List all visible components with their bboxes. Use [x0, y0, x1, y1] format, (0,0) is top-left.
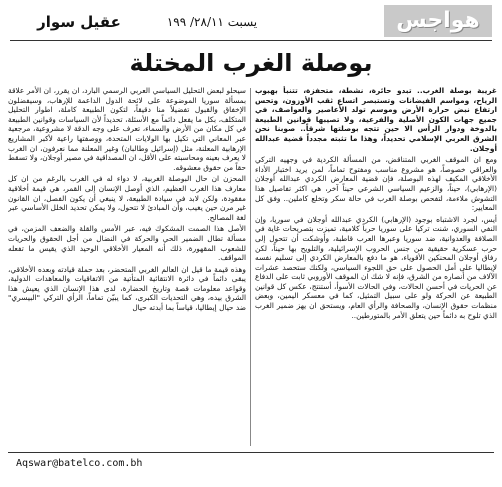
author-email[interactable]: Aqswar@batelco.com.bh: [16, 458, 143, 469]
article-headline: بوصلة الغرب المختلة: [129, 49, 373, 77]
article-column-right: [255, 86, 497, 448]
column-header: [4, 3, 498, 39]
publication-date: يسبت ٢٨/١١/ ١٩٩: [166, 15, 258, 29]
paragraph: وهذه قيمة ما قيل ان العالم الغربي المتحضر، بعد حملة قيادته وبعده الأخلاقي، يبقى دائماً في دائرة الانتقائية المتأتية من الاتفاقيات والمعاهدات الدولية، وقواعد معلومات قصة وتاريخ الحضارة، لدى هذا الإنسان الذي يعيش هذا الشرق بيده، وهي التحديات الكبرى، كما يبيّن تماماً، الرأي التركي "البيسري" ضد حيال إيطاليا، قياساً بما أبدته حيال: [8, 264, 246, 313]
paragraph: سيحلو لبعض التحليل السياسي العربي الرسمي البارد، ان يقرر، ان الأمر علاقة بمسألة سوريا الموضوعة على لائحة الدول الداعمة للإرهاب، وسيفضلون الإخفاق والقبول تفضيلاً منا دقيقاً، لتكون الطبيعة كاملة، اطوار التحليل المتكلف، بكل ما يفعل دائماً مع الأسئلة، تحديداً لأن السياسات وقوانين الطبيعة في كل مكان من الأرض والسماء، تعرف على وجه الدقة لا مشروعية، مرجعية عبر المعاني التي تكيل بها الولايات المتحدة، ووصفتها راعية لأكبر المشاريع الإرهابية المعلنة، مثل (إسرائيل وطالبان) وغير المعلنة مما نعرفون، ان الغرب لا يعرف بعينه ومحاسبته على الأقل، ان المصداقية في مصير أوجلان، ولا تسقط حقاً من حقوق معشوقه.: [8, 86, 246, 172]
paragraph: غريبة بوصلة الغرب.. تبدو حائرة، نشطة، متحفزة، تتنبأ بهبوب الرياح، ومواسم الفيضانات وتستبصر اتساع ثقب الأوزون، وتحس ارتفاع نبض حرارة الأرض وموسم تولد الأعاصير والعواصف، في جميع جهات الكون الأصلية والفرعية، ولا تصيبها قوانين الطبيعة بالدوخة ودوار الرأس الا حين تتجه بوصلتها شرقاً.. صوبنا نحن الشرق العربي الإسلامي تحديداً، وهذا ما تثبته مجدداً قضية عبدالله أوجلان.: [255, 86, 497, 153]
column-logo: هواجس: [384, 5, 492, 37]
paragraph: الأصل هذا الصمت المشكوك فيه، عبر الأمس والقلة والضعف المزمن، في مسألة تطال الضمير الحي والحركة في النضال من أجل الحقوق والحريات للشعوب المقهورة، ذلك أنه المعيار الأخلاقي الوحيد الذي يقيس ما تفعله المواقف.: [8, 224, 246, 263]
footer-divider: [8, 452, 494, 453]
paragraph: أيس، لجرد الاشتباه بوجود (الإرهابي) الكردي عبدالله أوجلان في سوريا، وإن النفي السوري، شنت تركيا على سوريا حرباً كلامية، تميزت بتصريحات غاية في الصلافة والعدوانية، ضد سوريا وعبرها العرب قاطبة، وأوشكت أن تتحول إلى حرب عسكرية حقيقية من جنس الحروب الإسرائيلية، والتلويح بها حيناً، لكن رفاق أوجلان المحنكين الأقوياء، هو ما دفع بالمعارض الكردي إلى تسليم نفسه لإيطاليا على أمل الحصول على حق اللجوء السياسي، ولكنك ستحصد عشرات الآلاف من أنصاره من الشرق، فإنه لا شك ان الموقف الأوروبي ثابت على الدفاع عن الحريات في أحسن الحالات، وفي الحالات الأسوأ، أستنتج، عكس كل قوانين الطبيعة عن الحركة ولو على سبيل التمثيل، كما في معسكر اليمين، وبعض منظمات حقوق الإنسان، والصحافة والرأي العام، ويستحق ان يهز ضمير الغرب الذي تلوح به دائماً حين يتعلق الأمر بالمتورطين..: [255, 214, 497, 320]
author-name: عقيل سوار: [37, 13, 121, 31]
paragraph: ومع ان الموقف الغربي المتناقض، من المسألة الكردية في وجهيه التركي والعراقي خصوصاً، هو مشروع مناسب ومفتوح تماماً، لمن يريد اختبار الأداء الأخلاقي المكيف لهذه البوصلة، فإن قضية المعارض الكردي عبدالله أوجلان (الإرهابي)، حيناً، والزعيم السياسي الشرعي حيناً آخر، هي اكثر تفاصيل هذا التشوش ملاءمة، لتفحص بوصلة الغرب في حالة سكر وتخلع كاملين.. وفق كل المعايير:: [255, 155, 497, 213]
article-column-left: [8, 86, 246, 448]
header-divider: [10, 40, 492, 41]
column-divider: [250, 88, 251, 446]
paragraph: المحزن ان حال البوصلة الغربية، لا دواء له في الغرب بالرغم من ان كل معارف هذا الغرب العظيم، الذي أوصل الإنسان إلى القمر، هي قيمة أخلاقية مفقودة، ولكن لابد في سيادة الطبيعة، لا ينبغي أن يكون الفصل، ان القانون غير مرن حين يغيب، وأن المبادئ لا تتحول، ولا يمكن تحديد الخلل الأساسي عبر لغة المصالح.: [8, 174, 246, 222]
